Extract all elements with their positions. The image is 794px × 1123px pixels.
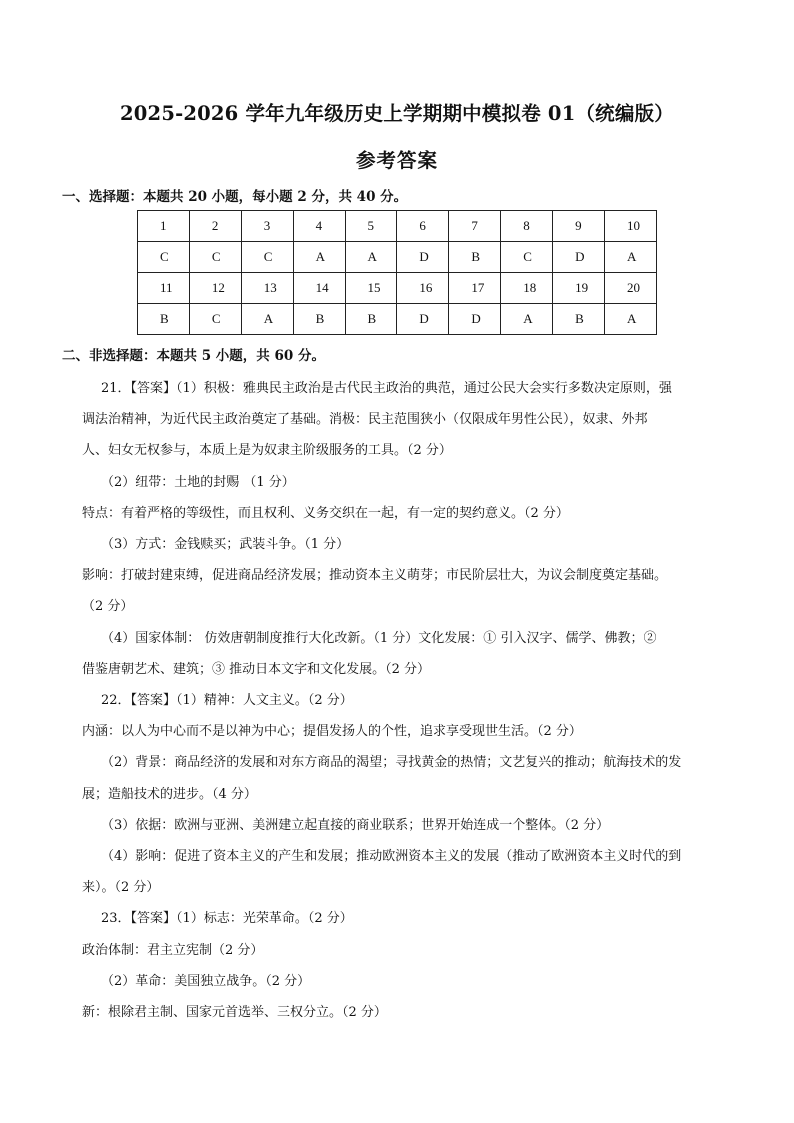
answer-table-cell: C <box>138 242 190 273</box>
answer-line: 内涵：以人为中心而不是以神为中心；提倡发扬人的个性，追求享受现世生活。（2 分） <box>82 724 582 740</box>
answer-table-cell: B <box>293 304 345 335</box>
answer-table-cell: A <box>345 242 397 273</box>
answer-table-cell: 16 <box>397 273 449 304</box>
answer-table-cell: 6 <box>397 211 449 242</box>
answer-table-cell: D <box>553 242 605 273</box>
answer-table-cell: 8 <box>501 211 553 242</box>
answer-line: （2）背景：商品经济的发展和对东方商品的渴望；寻找黄金的热情；文艺复兴的推动；航海技术的发 <box>101 755 682 771</box>
answer-table-cell: A <box>604 242 656 273</box>
answer-line: 调法治精神，为近代民主政治奠定了基础。消极：民主范围狭小（仅限成年男性公民），奴隶、外邦 <box>82 412 648 428</box>
answer-table-row <box>138 211 657 242</box>
answer-table-cell: 5 <box>345 211 397 242</box>
answer-table-cell: 20 <box>604 273 656 304</box>
section-2-heading: 二、非选择题：本题共 5 小题，共 60 分。 <box>62 348 325 364</box>
answer-table-cell: D <box>397 242 449 273</box>
answer-line: 来）。（2 分） <box>82 880 160 896</box>
answer-line: 人、妇女无权参与，本质上是为奴隶主阶级服务的工具。（2 分） <box>82 443 452 459</box>
answer-table-cell: A <box>241 304 293 335</box>
answer-line: 展；造船技术的进步。（4 分） <box>82 786 257 802</box>
answer-line: 23．【答案】（1）标志：光荣革命。（2 分） <box>101 911 353 927</box>
answer-table-cell: 14 <box>293 273 345 304</box>
answer-table-cell: B <box>553 304 605 335</box>
answer-table-cell: B <box>138 304 190 335</box>
page-subtitle: 参考答案 <box>355 149 438 172</box>
answer-table-cell: 17 <box>449 273 501 304</box>
answer-table-cell: 18 <box>501 273 553 304</box>
answer-line: 政治体制：君主立宪制（2 分） <box>82 942 264 958</box>
answer-line: 影响：打破封建束缚，促进商品经济发展；推动资本主义萌芽；市民阶层壮大，为议会制度奠定基础。 <box>82 568 668 584</box>
answer-line: 21．【答案】（1）积极：雅典民主政治是古代民主政治的典范，通过公民大会实行多数决定原则，强 <box>101 381 672 396</box>
answer-table-cell: 1 <box>138 211 190 242</box>
section-1-heading: 一、选择题：本题共 20 小题，每小题 2 分，共 40 分。 <box>62 189 408 205</box>
answer-table-cell: C <box>189 242 241 273</box>
answer-table-cell: A <box>501 304 553 335</box>
answer-table-cell: D <box>397 304 449 335</box>
answer-line: 特点：有着严格的等级性，而且权利、义务交织在一起，有一定的契约意义。（2 分） <box>82 505 569 521</box>
answer-line: 借鉴唐朝艺术、建筑；③ 推动日本文字和文化发展。（2 分） <box>82 661 431 677</box>
answer-text-block <box>82 373 733 1028</box>
answer-line: （2）革命：美国独立战争。（2 分） <box>101 973 311 989</box>
answer-table-cell: D <box>449 304 501 335</box>
answer-line: （2）纽带：土地的封赐 （1 分） <box>101 474 295 490</box>
answer-table-cell: C <box>241 242 293 273</box>
answer-table-cell: 9 <box>553 211 605 242</box>
answer-line: （3）依据：欧洲与亚洲、美洲建立起直接的商业联系；世界开始连成一个整体。（2 分） <box>101 817 610 833</box>
answer-table <box>137 210 657 335</box>
answer-table-cell: 4 <box>293 211 345 242</box>
answer-table-cell: B <box>345 304 397 335</box>
answer-table-cell: 11 <box>138 273 190 304</box>
answer-table-cell: A <box>293 242 345 273</box>
answer-table-cell: 15 <box>345 273 397 304</box>
answer-line: 22．【答案】（1）精神：人文主义。（2 分） <box>101 693 353 709</box>
answer-table-row <box>138 304 657 335</box>
answer-table-row <box>138 242 657 273</box>
answer-table-cell: 13 <box>241 273 293 304</box>
answer-table-cell: B <box>449 242 501 273</box>
answer-table-row <box>138 273 657 304</box>
answer-table-cell: 3 <box>241 211 293 242</box>
answer-table-cell: 19 <box>553 273 605 304</box>
answer-table-cell: 12 <box>189 273 241 304</box>
answer-line: 新：根除君主制、国家元首选举、三权分立。（2 分） <box>82 1005 387 1021</box>
answer-line: （3）方式：金钱赎买；武装斗争。（1 分） <box>101 537 350 553</box>
answer-line: （2 分） <box>82 599 134 615</box>
page-title: 2025-2026 学年九年级历史上学期期中模拟卷 01（统编版） <box>120 102 674 125</box>
answer-table-cell: C <box>501 242 553 273</box>
answer-table-cell: 2 <box>189 211 241 242</box>
answer-line: （4）国家体制： 仿效唐朝制度推行大化改新。（1 分）文化发展：① 引入汉字、儒学、佛教；② <box>101 630 657 646</box>
answer-table-cell: C <box>189 304 241 335</box>
answer-table-cell: A <box>604 304 656 335</box>
answer-line: （4）影响：促进了资本主义的产生和发展；推动欧洲资本主义的发展（推动了欧洲资本主义时代的到 <box>101 849 682 865</box>
answer-table-cell: 7 <box>449 211 501 242</box>
answer-table-cell: 10 <box>604 211 656 242</box>
